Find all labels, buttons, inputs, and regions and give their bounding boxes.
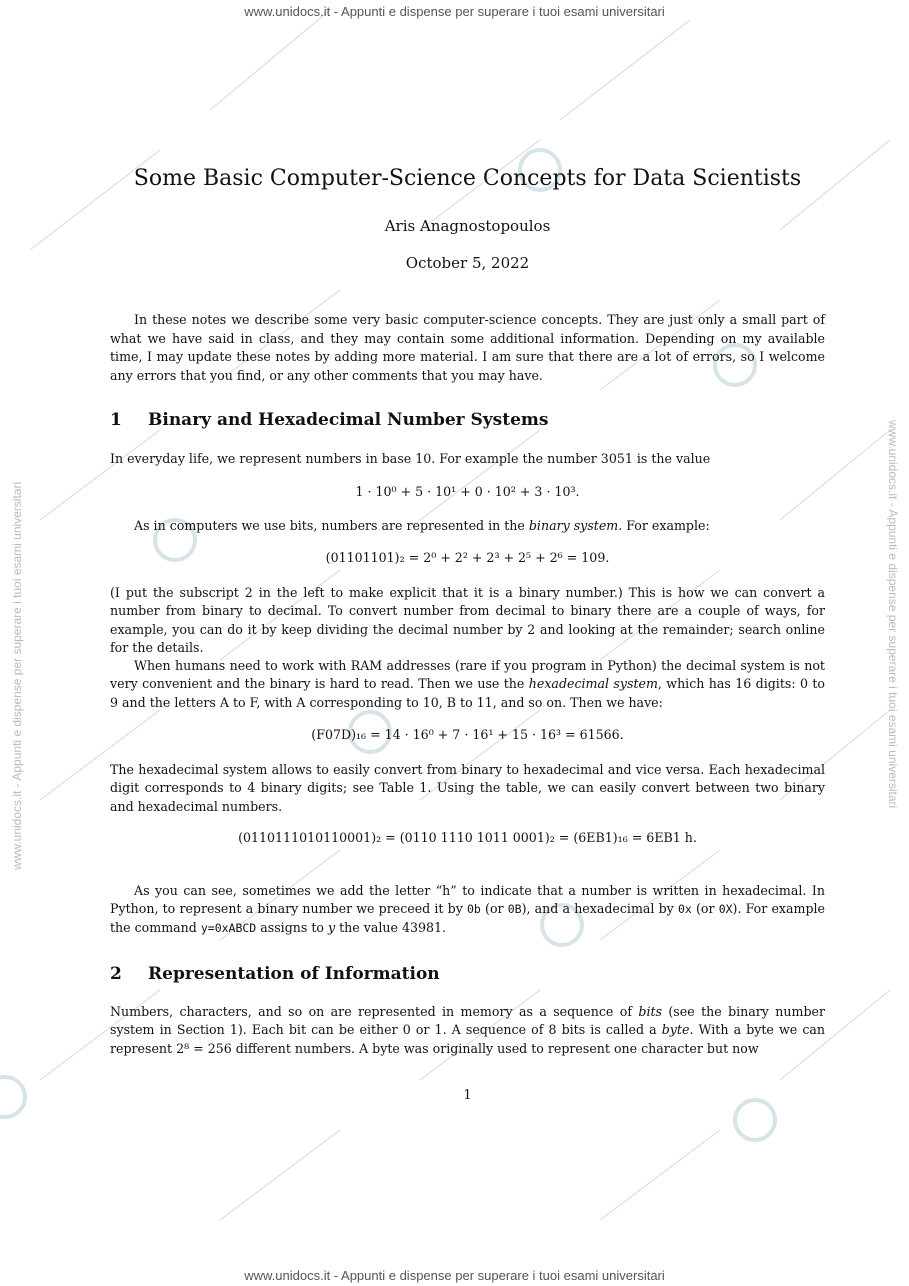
section-number: 2 bbox=[110, 964, 122, 984]
document-title: Some Basic Computer-Science Concepts for Data Scientists bbox=[133, 166, 802, 191]
paragraph: (I put the subscript 2 in the left to make explicit that it is a binary number.) This is how we can convert a number from binary to decimal. To convert number from decimal to binary there are a couple of ways, for example, you can do it by keep dividing the decimal number by 2 and looking at the remainder; search online for the details. bbox=[110, 585, 825, 655]
watermark-header: www.unidocs.it - Appunti e dispense per superare i tuoi esami universitari bbox=[244, 4, 665, 19]
document-author: Aris Anagnostopoulos bbox=[384, 217, 551, 235]
section-heading-2 bbox=[110, 964, 440, 984]
section-title: Binary and Hexadecimal Number Systems bbox=[148, 410, 549, 430]
paragraph: The hexadecimal system allows to easily convert from binary to hexadecimal and vice versa. Each hexadecimal digit corresponds to 4 binary digits; see Table 1. Using the table, we can easily convert between two binary and hexadecimal numbers. bbox=[110, 762, 825, 814]
equation-3: (F07D)₁₆ = 14 · 16⁰ + 7 · 16¹ + 15 · 16³ = 61566. bbox=[311, 727, 624, 742]
paragraph: Numbers, characters, and so on are represented in memory as a sequence of bits (see the binary number system in Section 1). Each bit can be either 0 or 1. A sequence of 8 bits is called a byte. With a byte we can represent 2⁸ = 256 different numbers. A byte was originally used to represent one character but now bbox=[110, 1004, 825, 1056]
paragraph: When humans need to work with RAM addresses (rare if you program in Python) the decimal system is not very convenient and the binary is hard to read. Then we use the hexadecimal system, which has 16 digits: 0 to 9 and the letters A to F, with A corresponding to 10, B to 11, and so on. Then we have: bbox=[110, 658, 826, 710]
paragraph: As you can see, sometimes we add the letter “h” to indicate that a number is written in hexadecimal. In Python, to represent a binary number we preceed it by 0b (or 0B), and a hexadecimal by 0x (or 0X). For example the command y=0xABCD assigns to y the value 43981. bbox=[110, 883, 826, 935]
document-date: October 5, 2022 bbox=[405, 254, 530, 272]
page-number: 1 bbox=[463, 1088, 472, 1103]
abstract: In these notes we describe some very basic computer-science concepts. They are just only a small part of what we have said in class, and they may contain some additional information. Depending on my available time, I may update these notes by adding more material. I am sure that there are a lot of errors, so I welcome any errors that you find, or any other comments that you may have. bbox=[110, 312, 825, 383]
equation-4: (0110111010110001)₂ = (0110 1110 1011 0001)₂ = (6EB1)₁₆ = 6EB1 h. bbox=[238, 830, 697, 845]
equation-1: 1 · 10⁰ + 5 · 10¹ + 0 · 10² + 3 · 10³. bbox=[355, 484, 580, 499]
watermark-right: www.unidocs.it - Appunti e dispense per superare i tuoi esami universitari bbox=[886, 420, 900, 809]
section-heading-1 bbox=[110, 410, 548, 430]
section-number: 1 bbox=[110, 410, 122, 430]
watermark-footer: www.unidocs.it - Appunti e dispense per superare i tuoi esami universitari bbox=[244, 1268, 665, 1283]
equation-2: (01101101)₂ = 2⁰ + 2² + 2³ + 2⁵ + 2⁶ = 109. bbox=[325, 550, 610, 565]
paragraph: As in computers we use bits, numbers are represented in the binary system. For example: bbox=[134, 518, 710, 533]
section-title: Representation of Information bbox=[148, 964, 440, 984]
paragraph: In everyday life, we represent numbers in base 10. For example the number 3051 is the value bbox=[110, 451, 711, 466]
watermark-left: www.unidocs.it - Appunti e dispense per superare i tuoi esami universitari bbox=[10, 481, 24, 870]
